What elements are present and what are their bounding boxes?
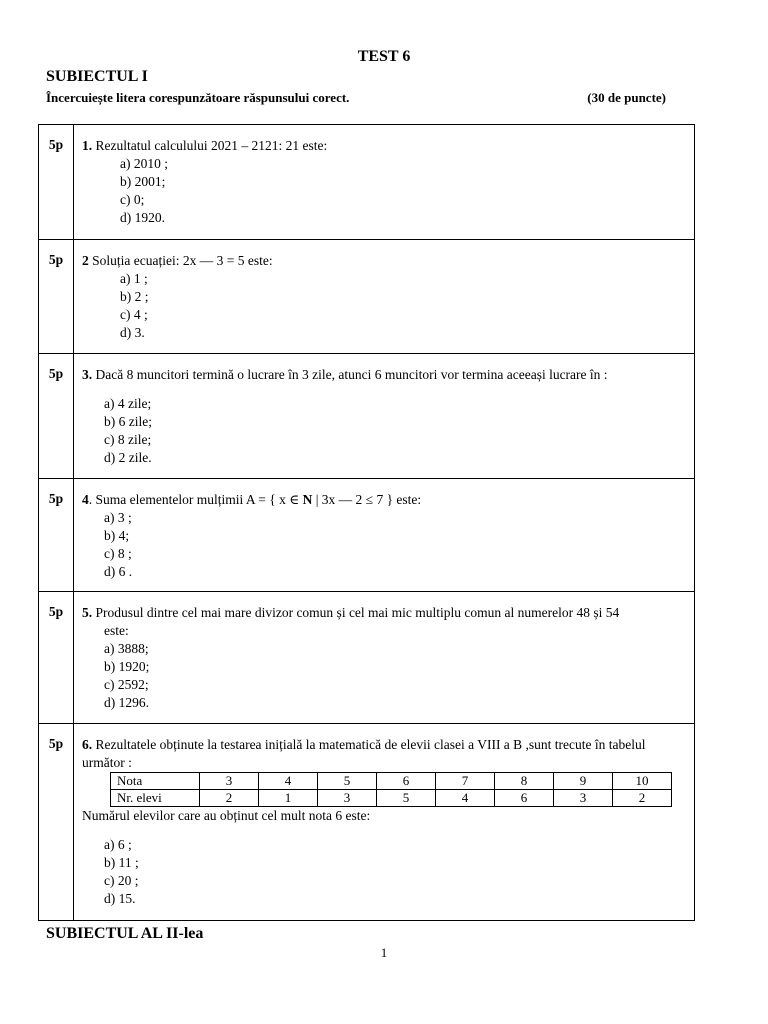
count-cell: 2 <box>200 790 259 807</box>
count-cell: 3 <box>318 790 377 807</box>
question-continuation: este: <box>104 623 129 638</box>
question-row <box>39 724 695 921</box>
question-cell <box>74 724 695 921</box>
question-number: 2 <box>82 253 89 268</box>
option-a: a) 3888; <box>104 641 149 656</box>
points-cell: 5p <box>39 125 74 240</box>
count-cell: 3 <box>554 790 613 807</box>
points-cell: 5p <box>39 724 74 921</box>
natural-set-symbol: N <box>302 492 313 507</box>
question-cell <box>74 592 695 724</box>
points-cell: 5p <box>39 354 74 479</box>
count-cell: 1 <box>259 790 318 807</box>
question-number: 5. <box>82 605 93 620</box>
question-number: 6. <box>82 737 93 752</box>
option-d: d) 15. <box>104 891 136 906</box>
question-row <box>39 125 695 240</box>
question-body: Produsul dintre cel mai mare divizor comun și cel mai mic multiplu comun al numerelor 48 și 54 <box>92 605 620 620</box>
section2-heading: SUBIECTUL AL II-lea <box>46 925 204 942</box>
option-d: d) 1920. <box>120 210 165 225</box>
question-row <box>39 354 695 479</box>
question-cell <box>74 125 695 240</box>
option-c: c) 8 zile; <box>104 432 152 447</box>
option-b: b) 11 ; <box>104 855 139 870</box>
question-cell <box>74 240 695 354</box>
points-cell: 5p <box>39 592 74 724</box>
section1-heading: SUBIECTUL I <box>46 68 148 85</box>
section-points: (30 de puncte) <box>587 90 666 105</box>
grade-cell: 5 <box>318 773 377 790</box>
question-row <box>39 240 695 354</box>
question-cell <box>74 354 695 479</box>
option-b: b) 6 zile; <box>104 414 152 429</box>
points-cell: 5p <box>39 479 74 592</box>
option-a: a) 6 ; <box>104 837 132 852</box>
count-cell: 4 <box>436 790 495 807</box>
question-body: Soluția ecuației: 2x — 3 = 5 este: <box>88 253 273 268</box>
option-a: a) 1 ; <box>120 271 148 286</box>
option-a: a) 3 ; <box>104 510 132 525</box>
question-row <box>39 479 695 592</box>
question-row <box>39 592 695 724</box>
grade-cell: 8 <box>495 773 554 790</box>
grades-table <box>110 772 672 807</box>
question-text <box>82 137 686 155</box>
points-cell: 5p <box>39 240 74 354</box>
questions-table <box>38 124 695 921</box>
option-c: c) 2592; <box>104 677 149 692</box>
option-b: b) 4; <box>104 528 130 543</box>
question-text <box>82 736 686 772</box>
grades-row <box>111 773 672 790</box>
grade-cell: 4 <box>259 773 318 790</box>
option-b: b) 2 ; <box>120 289 149 304</box>
option-c: c) 0; <box>120 192 145 207</box>
question-text <box>82 604 686 622</box>
question-number: 3. <box>82 367 93 382</box>
test-title: TEST 6 <box>357 48 411 65</box>
option-c: c) 8 ; <box>104 546 132 561</box>
question-body: Rezultatul calculului 2021 – 2121: 21 este: <box>92 138 328 153</box>
option-a: a) 4 zile; <box>104 396 152 411</box>
grade-cell: 9 <box>554 773 613 790</box>
students-label: Nr. elevi <box>111 790 200 807</box>
instruction-text: Încercuiește litera corespunzătoare răspunsului corect. <box>46 90 350 105</box>
option-b: b) 2001; <box>120 174 166 189</box>
question-body-pre: . Suma elementelor mulțimii A = { x ∈ <box>88 492 303 507</box>
option-d: d) 2 zile. <box>104 450 152 465</box>
question-cell <box>74 479 695 592</box>
option-d: d) 6 . <box>104 564 133 579</box>
question-number: 4 <box>82 492 89 507</box>
instruction-line <box>46 90 666 106</box>
question-text <box>82 491 686 509</box>
question-number: 1. <box>82 138 93 153</box>
page-number: 1 <box>380 945 388 960</box>
option-d: d) 3. <box>120 325 145 340</box>
question-text <box>82 366 686 384</box>
count-cell: 2 <box>613 790 672 807</box>
grades-label: Nota <box>111 773 200 790</box>
option-c: c) 20 ; <box>104 873 139 888</box>
option-b: b) 1920; <box>104 659 150 674</box>
grade-cell: 3 <box>200 773 259 790</box>
option-c: c) 4 ; <box>120 307 148 322</box>
question-body: Rezultatele obținute la testarea inițială la matematică de elevii clasei a VIII a B ,sunt trecute în tabelul următor : <box>82 737 646 770</box>
question-body-post: | 3x — 2 ≤ 7 } este: <box>312 492 422 507</box>
grade-cell: 10 <box>613 773 672 790</box>
count-cell: 5 <box>377 790 436 807</box>
option-a: a) 2010 ; <box>120 156 168 171</box>
question-text <box>82 252 686 270</box>
count-cell: 6 <box>495 790 554 807</box>
grade-cell: 6 <box>377 773 436 790</box>
students-row <box>111 790 672 807</box>
option-d: d) 1296. <box>104 695 149 710</box>
grade-cell: 7 <box>436 773 495 790</box>
question-subtext: Numărul elevilor care au obținut cel mult nota 6 este: <box>82 808 371 823</box>
question-body: Dacă 8 muncitori termină o lucrare în 3 zile, atunci 6 muncitori vor termina aceeași lucrare în : <box>92 367 608 382</box>
